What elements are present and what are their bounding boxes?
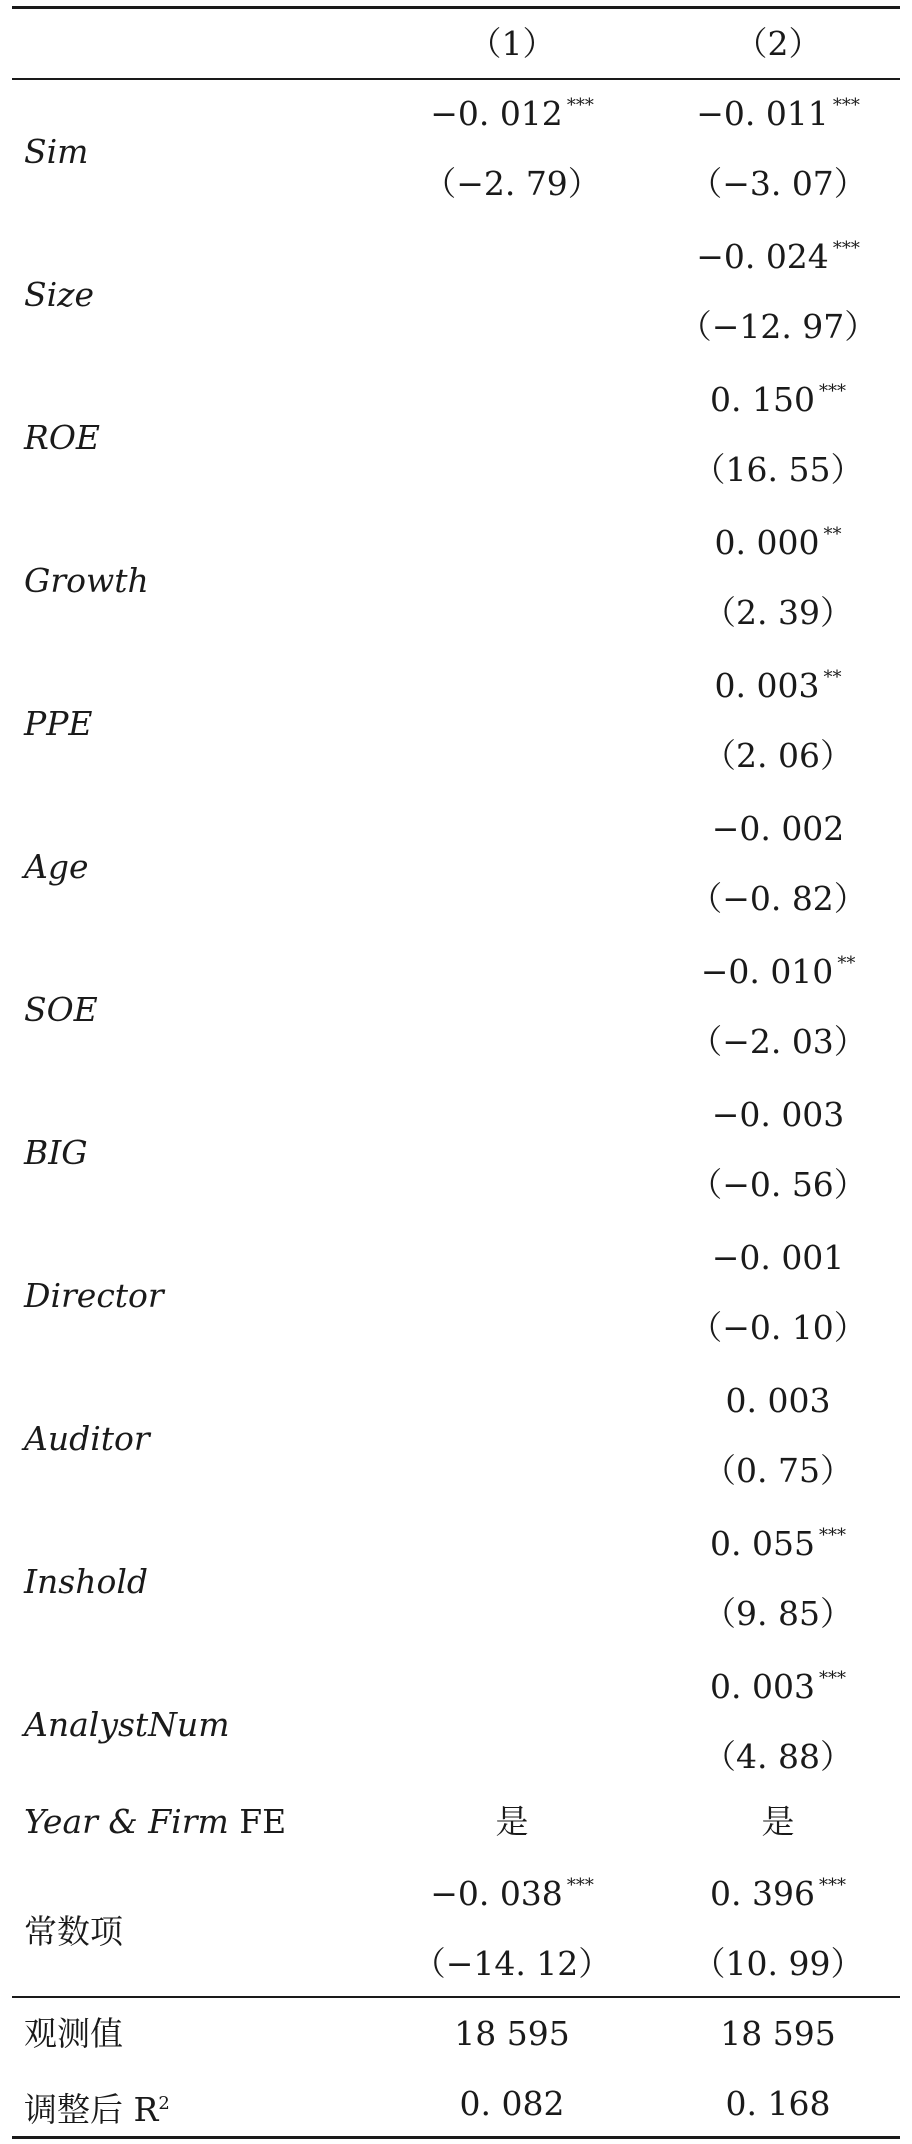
significance-stars: *** — [818, 1875, 846, 1896]
column-header-2: （2） — [734, 24, 822, 63]
top-rule — [12, 6, 900, 9]
coef-c2 — [696, 237, 860, 283]
const-c1-t: （−14. 12） — [412, 1944, 612, 1983]
row-label: Auditor — [24, 1419, 150, 1458]
r2-superscript: 2 — [158, 2093, 170, 2114]
t-stat-c2: （2. 06） — [703, 736, 853, 775]
coef-c2 — [726, 1381, 831, 1421]
coef-value: 0. 396 — [710, 1874, 815, 1913]
row-label: Age — [24, 847, 89, 886]
coef-c2 — [712, 809, 845, 849]
coef-value: 0. 003 — [710, 1667, 815, 1706]
coef-c2 — [712, 1238, 845, 1278]
coef-value: −0. 003 — [711, 1095, 845, 1134]
row-label: PPE — [24, 704, 93, 743]
coef-c2 — [701, 952, 856, 998]
coef-value: −0. 010 — [700, 952, 834, 991]
t-stat-c2: （−0. 82） — [689, 879, 867, 918]
bottom-rule — [12, 2136, 900, 2139]
significance-stars: *** — [832, 95, 860, 116]
t-stat-c2: （−3. 07） — [689, 164, 867, 203]
t-stat-c2: （9. 85） — [703, 1594, 853, 1633]
row-label: Growth — [24, 561, 149, 600]
coef-value: 0. 003 — [725, 1381, 831, 1420]
coef-c2 — [710, 1667, 846, 1713]
coef-value: −0. 011 — [696, 94, 829, 133]
obs-c1: 18 595 — [454, 2014, 570, 2053]
coef-value: 0. 055 — [710, 1524, 815, 1563]
coef-value: 0. 000 — [714, 523, 820, 562]
obs-c2: 18 595 — [720, 2014, 836, 2053]
fe-row-label — [24, 1802, 286, 1842]
t-stat-c2: （−12. 97） — [678, 307, 878, 346]
t-stat-c2: （−2. 03） — [689, 1022, 867, 1061]
coef-value: −0. 002 — [711, 809, 845, 848]
significance-stars: ** — [823, 524, 842, 545]
t-stat-c2: （−0. 10） — [689, 1308, 867, 1347]
coef-value: −0. 012 — [430, 94, 563, 133]
row-label: Inshold — [24, 1562, 149, 1601]
fe-label-plain: FE — [239, 1802, 287, 1841]
t-stat-c2: （2. 39） — [703, 593, 853, 632]
coef-c2 — [710, 1524, 846, 1570]
row-label: BIG — [24, 1133, 88, 1172]
obs-label: 观测值 — [24, 2014, 123, 2053]
column-header-1: （1） — [468, 24, 556, 63]
body-rule — [12, 1996, 900, 1998]
t-stat-c2: （−0. 56） — [689, 1165, 867, 1204]
r2-label — [24, 2084, 170, 2130]
coef-value: −0. 001 — [711, 1238, 845, 1277]
const-c2-coef — [710, 1874, 846, 1920]
coef-c2 — [715, 666, 842, 712]
coef-value: 0. 150 — [710, 380, 815, 419]
significance-stars: *** — [832, 238, 860, 259]
row-label: Size — [24, 275, 95, 314]
t-stat-c2: （0. 75） — [703, 1451, 853, 1490]
significance-stars: *** — [818, 1525, 846, 1546]
coef-c2 — [696, 94, 860, 140]
row-label: AnalystNum — [24, 1705, 230, 1744]
significance-stars: *** — [566, 95, 594, 116]
fe-c1: 是 — [495, 1802, 529, 1841]
row-label: ROE — [24, 418, 100, 457]
significance-stars: *** — [818, 381, 846, 402]
row-label: Sim — [24, 132, 89, 171]
r2-label-text: 调整后 R — [24, 2090, 159, 2129]
fe-c2: 是 — [761, 1802, 795, 1841]
coef-c2 — [715, 523, 842, 569]
r2-c1: 0. 082 — [459, 2084, 565, 2123]
significance-stars: ** — [837, 953, 856, 974]
significance-stars: *** — [566, 1875, 594, 1896]
significance-stars: ** — [823, 667, 842, 688]
coef-value: −0. 038 — [430, 1874, 563, 1913]
coef-value: −0. 024 — [696, 237, 829, 276]
header-rule — [12, 78, 900, 80]
significance-stars: *** — [818, 1668, 846, 1689]
coef-c2 — [712, 1095, 845, 1135]
t-stat-c1: （−2. 79） — [423, 164, 601, 203]
const-c2-t: （10. 99） — [692, 1944, 864, 1983]
const-c1-coef — [430, 1874, 594, 1920]
coef-value: 0. 003 — [714, 666, 820, 705]
const-label: 常数项 — [24, 1912, 123, 1951]
fe-label-italic: Year & Firm — [24, 1802, 229, 1841]
coef-c1 — [430, 94, 594, 140]
t-stat-c2: （4. 88） — [703, 1737, 853, 1776]
r2-c2: 0. 168 — [725, 2084, 831, 2123]
row-label: Director — [24, 1276, 164, 1315]
t-stat-c2: （16. 55） — [692, 450, 864, 489]
coef-c2 — [710, 380, 846, 426]
row-label: SOE — [24, 990, 98, 1029]
